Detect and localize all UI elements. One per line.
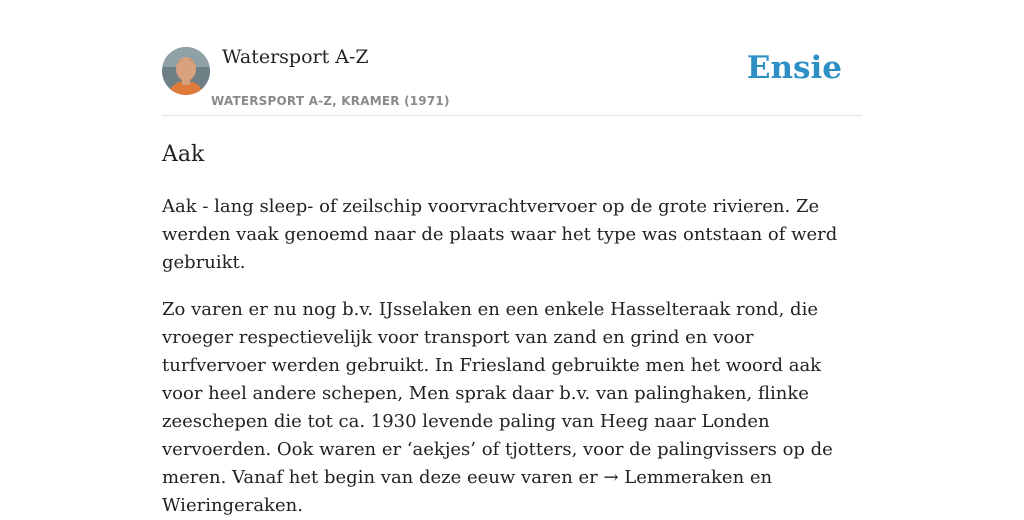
entry-paragraph: Zo varen er nu nog b.v. IJsselaken en een enkele Hasselteraak rond, die vroeger respectievelijk voor transport van zand en grind en voor turfvervoer werden gebruikt. In Friesland gebruikte men het woord aak voor heel andere schepen, Men sprak daar b.v. van palinghaken, flinke zeeschepen die tot ca. 1930 levende paling van Heeg naar Londen vervoerden. Ook waren er ‘aekjes’ of tjotters, voor de palingvissers op de meren. Vanaf het begin van deze eeuw varen er → Lemmeraken en Wieringeraken. <box>162 299 833 516</box>
entry-card <box>162 44 862 520</box>
ensie-logo[interactable]: Ensie <box>746 50 842 86</box>
avatar[interactable] <box>162 47 210 95</box>
author-photo <box>162 47 210 95</box>
entry-header <box>162 44 862 116</box>
entry-paragraph: Aak - lang sleep- of zeilschip voorvrachtvervoer op de grote rivieren. Ze werden vaak genoemd naar de plaats waar het type was ontstaan of werd gebruikt. <box>162 196 838 273</box>
entry-title: Aak <box>162 142 205 167</box>
source-label[interactable]: WATERSPORT A-Z, KRAMER (1971) <box>211 94 450 108</box>
author-name[interactable]: Watersport A-Z <box>222 46 369 68</box>
